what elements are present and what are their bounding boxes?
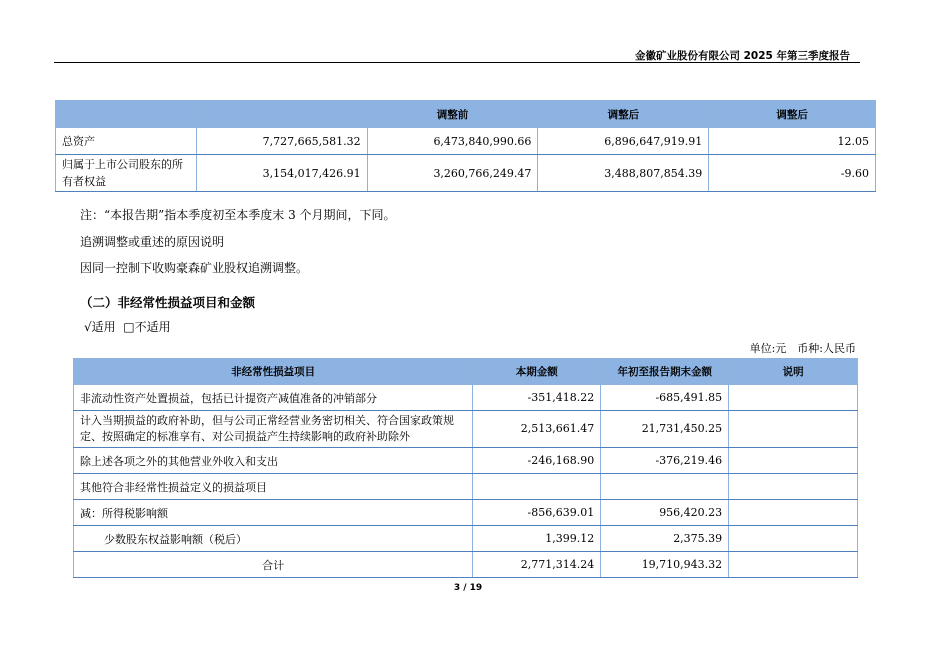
item-note — [729, 448, 858, 474]
current-amount: -856,639.01 — [473, 500, 601, 526]
item-label: 其他符合非经常性损益定义的损益项目 — [74, 474, 473, 500]
ytd-amount — [601, 474, 729, 500]
applicable-option: √适用 — [84, 320, 116, 334]
item-label: 除上述各项之外的其他营业外收入和支出 — [74, 448, 473, 474]
balance-adjustment-table — [55, 100, 876, 192]
table-row — [74, 526, 858, 552]
ytd-amount: -685,491.85 — [601, 385, 729, 411]
column-header — [196, 101, 367, 128]
page-number: 3 / 19 — [453, 583, 483, 593]
item-label: 少数股东权益影响额（税后） — [74, 526, 473, 552]
item-note — [729, 552, 858, 578]
table-header-row — [56, 101, 876, 128]
table-row — [74, 411, 858, 448]
item-note — [729, 500, 858, 526]
column-header: 调整后 — [538, 101, 709, 128]
cell-value: 12.05 — [709, 128, 876, 155]
current-amount — [473, 474, 601, 500]
ytd-amount: 19,710,943.32 — [601, 552, 729, 578]
column-header: 调整前 — [367, 101, 538, 128]
table-row — [56, 128, 876, 155]
current-amount: -351,418.22 — [473, 385, 601, 411]
column-header: 年初至报告期末金额 — [601, 359, 729, 385]
current-amount: 1,399.12 — [473, 526, 601, 552]
current-amount: 2,771,314.24 — [473, 552, 601, 578]
cell-value: 6,473,840,990.66 — [367, 128, 538, 155]
non-recurring-items-table — [73, 358, 858, 578]
column-header: 调整后 — [709, 101, 876, 128]
section-title: （二）非经常性损益项目和金额 — [80, 295, 256, 310]
table-row — [74, 385, 858, 411]
cell-value: 3,488,807,854.39 — [538, 155, 709, 192]
item-label: 合计 — [74, 552, 473, 578]
item-note — [729, 385, 858, 411]
column-header — [56, 101, 197, 128]
row-label: 总资产 — [56, 128, 197, 155]
header-divider — [54, 62, 860, 63]
table-total-row — [74, 552, 858, 578]
column-header: 非经常性损益项目 — [74, 359, 473, 385]
ytd-amount: -376,219.46 — [601, 448, 729, 474]
current-amount: -246,168.90 — [473, 448, 601, 474]
not-applicable-option: □不适用 — [123, 320, 171, 334]
row-label: 归属于上市公司股东的所有者权益 — [56, 155, 197, 192]
ytd-amount: 956,420.23 — [601, 500, 729, 526]
ytd-amount: 2,375.39 — [601, 526, 729, 552]
item-note — [729, 474, 858, 500]
item-label: 计入当期损益的政府补助，但与公司正常经营业务密切相关、符合国家政策规定、按照确定的标准享有、对公司损益产生持续影响的政府补助除外 — [74, 411, 473, 448]
cell-value: 6,896,647,919.91 — [538, 128, 709, 155]
cell-value: -9.60 — [709, 155, 876, 192]
table-header-row — [74, 359, 858, 385]
item-note — [729, 411, 858, 448]
table-row — [74, 500, 858, 526]
column-header: 本期金额 — [473, 359, 601, 385]
cell-value: 3,154,017,426.91 — [196, 155, 367, 192]
applicability — [84, 318, 171, 335]
cell-value: 7,727,665,581.32 — [196, 128, 367, 155]
item-label: 减：所得税影响额 — [74, 500, 473, 526]
unit-label: 单位:元 币种:人民币 — [749, 342, 856, 355]
report-header-title: 金徽矿业股份有限公司 2025 年第三季度报告 — [634, 50, 850, 62]
ytd-amount: 21,731,450.25 — [601, 411, 729, 448]
item-note — [729, 526, 858, 552]
period-note: 注：“本报告期”指本季度初至本季度末 3 个月期间，下同。 — [80, 208, 396, 222]
cell-value: 3,260,766,249.47 — [367, 155, 538, 192]
reason-title: 追溯调整或重述的原因说明 — [80, 235, 225, 249]
table-row — [56, 155, 876, 192]
item-label: 非流动性资产处置损益，包括已计提资产减值准备的冲销部分 — [74, 385, 473, 411]
table-row — [74, 474, 858, 500]
current-amount: 2,513,661.47 — [473, 411, 601, 448]
column-header: 说明 — [729, 359, 858, 385]
table-row — [74, 448, 858, 474]
reason-text: 因同一控制下收购豪森矿业股权追溯调整。 — [80, 261, 309, 275]
